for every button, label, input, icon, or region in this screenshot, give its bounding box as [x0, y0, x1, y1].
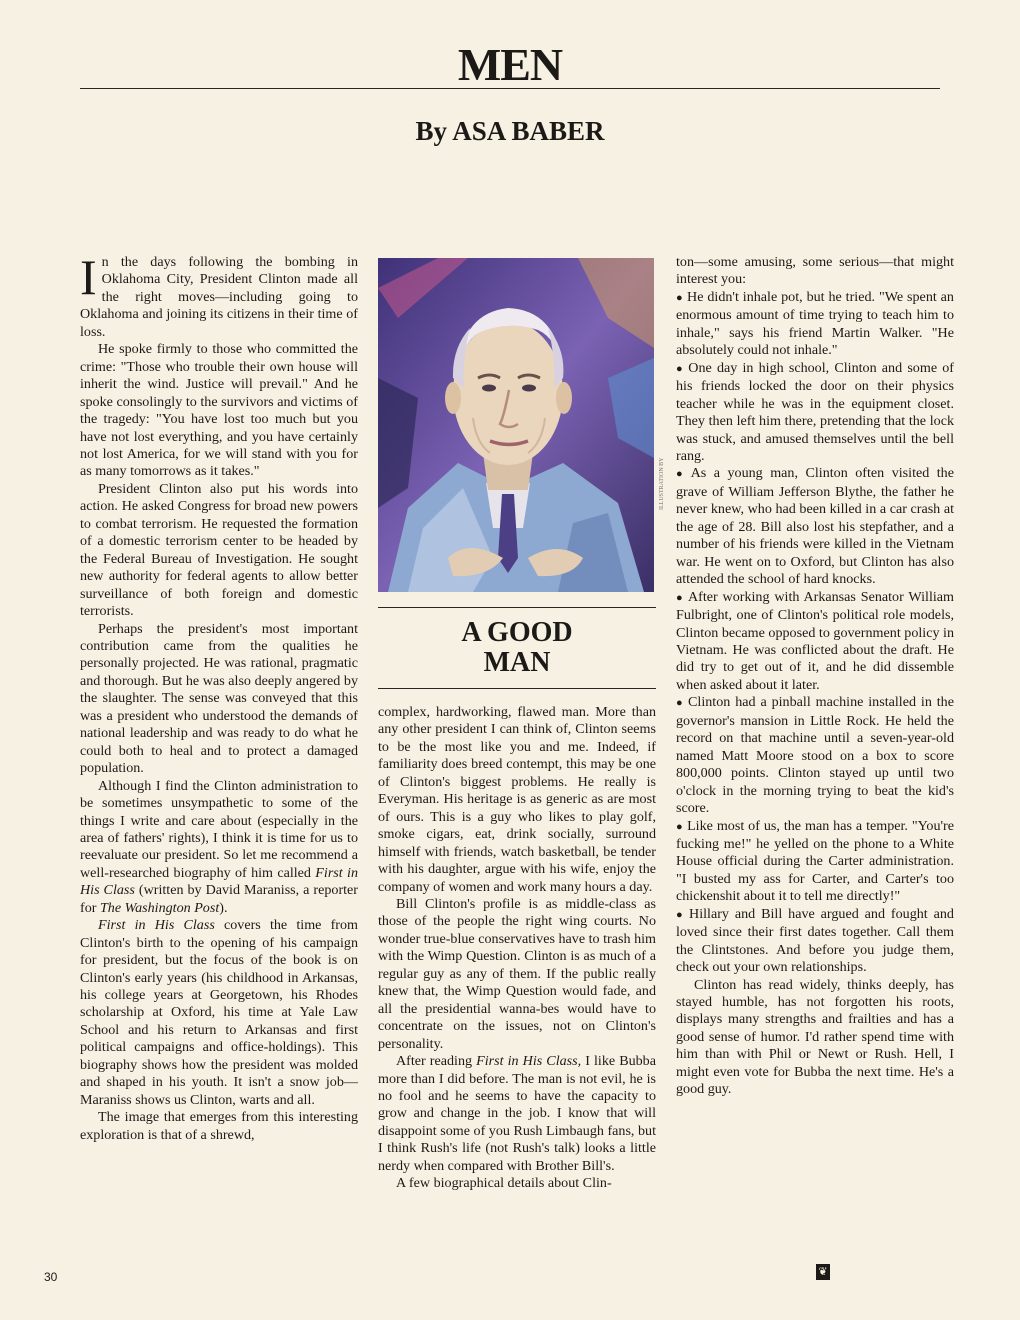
bullet-item — [676, 289, 954, 360]
bullet-text: Clinton had a pinball machine installed in the governor's mansion in Little Rock. He held the record on that machine until a seven-year-old named Matt Moore stood on a box to score 800,000 points. Clinton stayed up until two o'clock in the morning trying to beat the kid's score. — [676, 694, 954, 817]
bullet-icon: ● — [676, 591, 684, 604]
headline-line: MAN — [483, 647, 551, 678]
illustration-credit: ILLUSTRATION BY — [659, 457, 665, 510]
bullet-item — [676, 465, 954, 588]
bullet-text: As a young man, Clinton often visited the grave of William Jefferson Blythe, the father he never knew, who had been killed in a car crash at the age of 28. Bill also lost his stepfather, and a number of his friends were killed in the Vietnam war. He went on to Oxford, but Clinton has also attended the school of hard knocks. — [676, 465, 954, 588]
bullet-icon: ● — [676, 820, 684, 833]
book-title: First in His Class, — [476, 1053, 582, 1070]
headline-rule — [378, 607, 656, 608]
paragraph: President Clinton also put his words into action. He asked Congress for broad new powers to combat terrorism. He requested the formation of a domestic terrorism center to be headed by the Federal Bureau of Investigation. He sought new authority for federal agents to allow better surveillance of both foreign and domestic terrorists. — [80, 480, 358, 620]
paragraph-text: (written by David Maraniss, a reporter for — [80, 882, 359, 916]
bullet-text: After working with Arkansas Senator William Fulbright, one of Clinton's political role models, Clinton became opposed to government policy in Vietnam. He was conflicted about the draft. He did try to get out of it, and he did dissemble when asked about it later. — [676, 588, 954, 693]
bullet-icon: ● — [676, 362, 685, 375]
bullet-icon: ● — [676, 908, 686, 921]
paragraph — [80, 778, 358, 918]
drop-cap: I — [80, 249, 97, 305]
bullet-text: He didn't inhale pot, but he tried. "We spent an enormous amount of time trying to teach him to inhale," says his friend Martin Walker. "He absolutely could not inhale." — [676, 288, 954, 359]
paragraph — [80, 917, 358, 1109]
rabbit-head-end-mark-icon: ❦ — [816, 1264, 830, 1280]
top-rule — [80, 88, 940, 89]
article-column-1 — [80, 249, 359, 1144]
paragraph: The image that emerges from this interesting exploration is that of a shrewd, — [80, 1109, 358, 1143]
paragraph: Perhaps the president's most important contribution came from the qualities he personally projected. He was rational, pragmatic and thorough. But he was also deeply angered by the slaughter. The sense was conveyed that this was a president who understood the demands of national leadership and was ready to do what he could both to heal and to protect a damaged population. — [80, 620, 358, 777]
book-title: First in His Class — [80, 864, 358, 899]
paragraph-text: Although I find the Clinton administration to be sometimes unsympathetic to some of the things I write and care about (especially in the area of fathers' rights), I think it is time for us to reevaluate our president. So let me recommend a well-researched biography of him called — [80, 777, 358, 881]
headline-rule — [378, 688, 656, 689]
paragraph-text: ). — [219, 899, 228, 916]
newspaper-title: The Washington Post — [99, 899, 220, 916]
paragraph: Clinton has read widely, thinks deeply, has stayed humble, has not forgotten his roots, displays many strengths and frailties and has a good sense of humor. I'd rather spend time with him than with Phil or Newt or Rush. Hell, I might even vote for Bubba the next time. He's a good guy. — [676, 976, 954, 1098]
paragraph: complex, hardworking, flawed man. More than any other president I can think of, Clinton seems to be the most like you and me. Indeed, if familiarity does breed contempt, this may be one of Clinton's biggest problems. He really is Everyman. His heritage is as generic as are most of ours. This is a guy who likes to play golf, smoke cigars, eat, drink socially, surround himself with friends, watch basketball, be tender with his daughter, argue with his wife, enjoy the company of women and work many hours a day. — [378, 704, 656, 895]
article-column-2 — [378, 704, 656, 1193]
bullet-icon: ● — [676, 291, 684, 304]
paragraph — [378, 1053, 656, 1175]
article-headline — [378, 618, 656, 678]
headline-line: A GOOD — [461, 617, 573, 648]
book-title: First in His Class — [98, 917, 215, 934]
bullet-text: Hillary and Bill have argued and fought and loved since their first dates together. Call them the Clintstones. And before you judge them, check out your own relationships. — [676, 905, 954, 976]
article-column-3 — [676, 254, 954, 1099]
paragraph — [80, 249, 358, 341]
paragraph-text: After reading — [396, 1053, 477, 1070]
byline: By ASA BABER — [415, 116, 605, 146]
bullet-icon: ● — [676, 697, 685, 710]
bullet-text: Like most of us, the man has a temper. "You're fucking me!" he yelled on the phone to a White House official during the Carter administration. "I busted my ass for Carter, and Carter's too chickenshit about it to tell me directly!" — [676, 817, 954, 905]
bullet-item — [676, 906, 954, 977]
page-number: 30 — [44, 1270, 58, 1284]
bullet-icon: ● — [676, 468, 687, 481]
section-title: MEN — [457, 39, 563, 90]
bullet-item — [676, 589, 954, 695]
bullet-item — [676, 818, 954, 906]
paragraph: Bill Clinton's profile is as middle-class as those of the people the right wing courts. No wonder true-blue conservatives have to trash him with the Wimp Question. Clinton is as much of a regular guy as any of them. If the public really knew that, the Wimp Question would fade, and all the presidential wanna-bes would have to concentrate on the issues, not on Clinton's personality. — [378, 895, 656, 1052]
bullet-item — [676, 360, 954, 466]
paragraph-text: covers the time from Clinton's birth to the opening of his campaign for president, but the focus of the book is on Clinton's early years (his childhood in Arkansas, his college years at Georgetown, his Rhodes scholarship at Oxford, his time at Yale Law School and his return to Arkansas and first political campaigns and office-holdings). This biography shows how the president was molded and shaped in his youth. It isn't a snow job—Maraniss shows us Clinton, warts and all. — [80, 917, 358, 1108]
paragraph-text: n the days following the bombing in Oklahoma City, President Clinton made all the right moves—including going to Oklahoma and joining its citizens in their time of loss. — [80, 254, 358, 340]
bullet-item — [676, 694, 954, 817]
paragraph: He spoke firmly to those who committed the crime: "Those who trouble their own house will inherit the wind. Justice will prevail." And he spoke consolingly to the survivors and victims of the tragedy: "You have lost too much but you have not lost everything, and you have certainly not lost America, for we will stand with you for as many tomorrows as it takes." — [80, 341, 358, 480]
portrait-illustration — [378, 258, 654, 592]
bullet-text: One day in high school, Clinton and some of his friends locked the door on their physics teacher while he was in the equipment closet. They then left him there, pretending that the lock was stuck, and amused themselves until the bell rang. — [676, 359, 954, 464]
paragraph: ton—some amusing, some serious—that might interest you: — [676, 254, 954, 288]
paragraph-text: I like Bubba more than I did before. The man is not evil, he is no fool and he seems to have the capacity to grow and change in the job. I know that will disappoint some of you Rush Limbaugh fans, but I think Rush's life (not Rush's talk) looks a little nerdy when compared with Brother Bill's. — [378, 1053, 656, 1174]
paragraph: A few biographical details about Clin- — [396, 1175, 612, 1192]
